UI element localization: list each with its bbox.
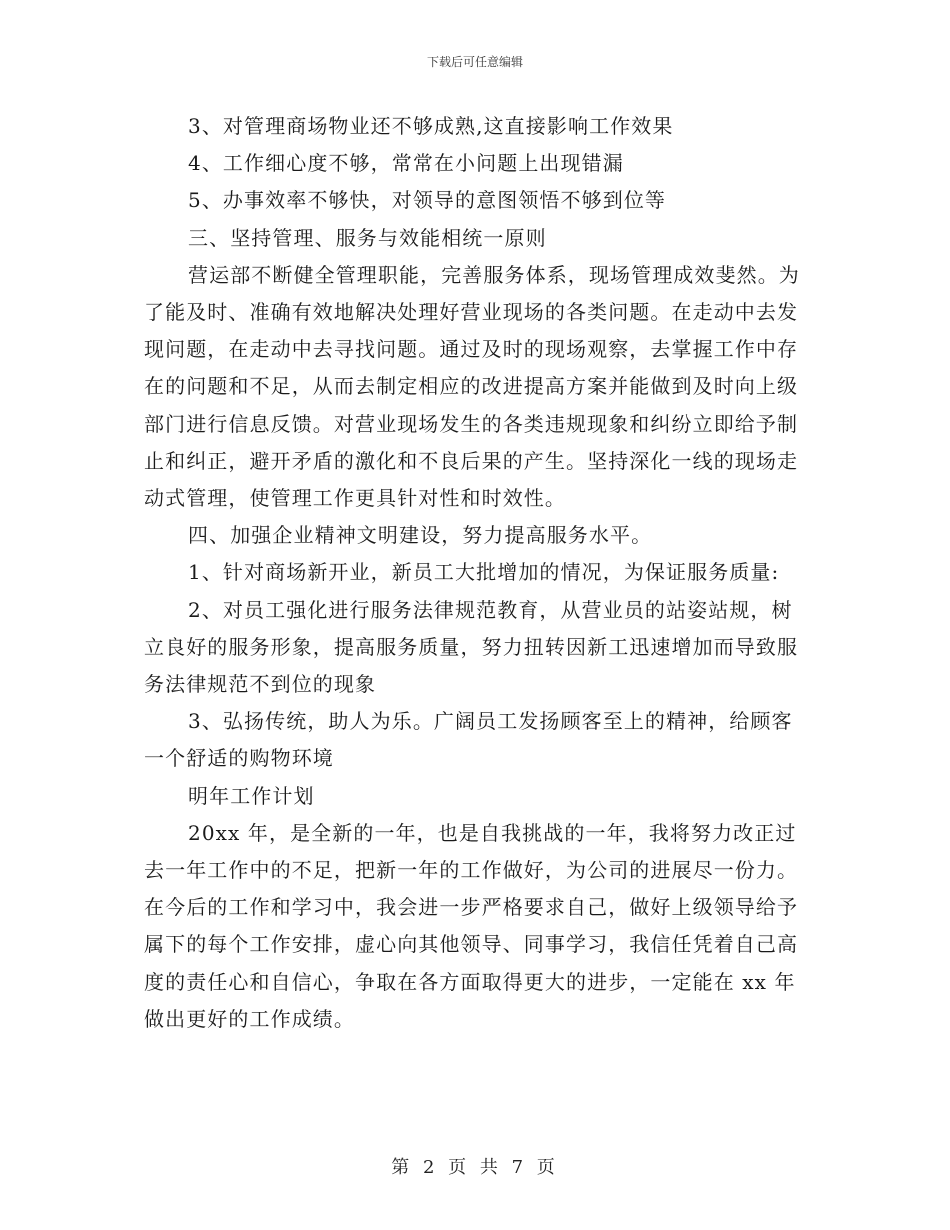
paragraph: 3、弘扬传统，助人为乐。广阔员工发扬顾客至上的精神，给顾客一个舒适的购物环境: [144, 709, 793, 771]
section-heading: 四、加强企业精神文明建设，努力提高服务水平。: [188, 523, 653, 548]
paragraph: 20xx 年，是全新的一年，也是自我挑战的一年，我将努力改正过去一年工作中的不足，把新一年的工作做好，为公司的进展尽一份力。在今后的工作和学习中，我会进一步严格要求自己，做好上级领导给予属下的每个工作安排，虚心向其他领导、同事学习，我信任凭着自己高度的责任心和自信心，争取在各方面取得更大的进步，一定能在 xx 年做出更好的工作成绩。: [144, 820, 799, 1031]
paragraph: 4、工作细心度不够，常常在小问题上出现错漏: [188, 151, 624, 176]
section-heading: 明年工作计划: [188, 783, 315, 808]
page-number: 第 2 页 共 7 页: [391, 1157, 559, 1178]
paragraph: 2、对员工强化进行服务法律规范教育，从营业员的站姿站规，树立良好的服务形象，提高服务质量，努力扭转因新工迅速增加而导致服务法律规范不到位的现象: [144, 597, 799, 697]
document-body: [144, 108, 808, 1038]
section-heading: 三、坚持管理、服务与效能相统一原则: [188, 225, 547, 250]
paragraph: 1、针对商场新开业，新员工大批增加的情况，为保证服务质量:: [188, 560, 780, 585]
paragraph: 5、办事效率不够快，对领导的意图领悟不够到位等: [188, 188, 667, 213]
paragraph: 营运部不断健全管理职能，完善服务体系，现场管理成效斐然。为了能及时、准确有效地解决处理好营业现场的各类问题。在走动中去发现问题，在走动中去寻找问题。通过及时的现场观察，去掌握工作中存在的问题和不足，从而去制定相应的改进提高方案并能做到及时向上级部门进行信息反馈。对营业现场发生的各类违规现象和纠纷立即给予制止和纠正，避开矛盾的激化和不良后果的产生。坚持深化一线的现场走动式管理，使管理工作更具针对性和时效性。: [144, 262, 800, 511]
paragraph: 3、对管理商场物业还不够成熟,这直接影响工作效果: [188, 114, 674, 138]
header-note: 下载后可任意编辑: [426, 55, 523, 69]
